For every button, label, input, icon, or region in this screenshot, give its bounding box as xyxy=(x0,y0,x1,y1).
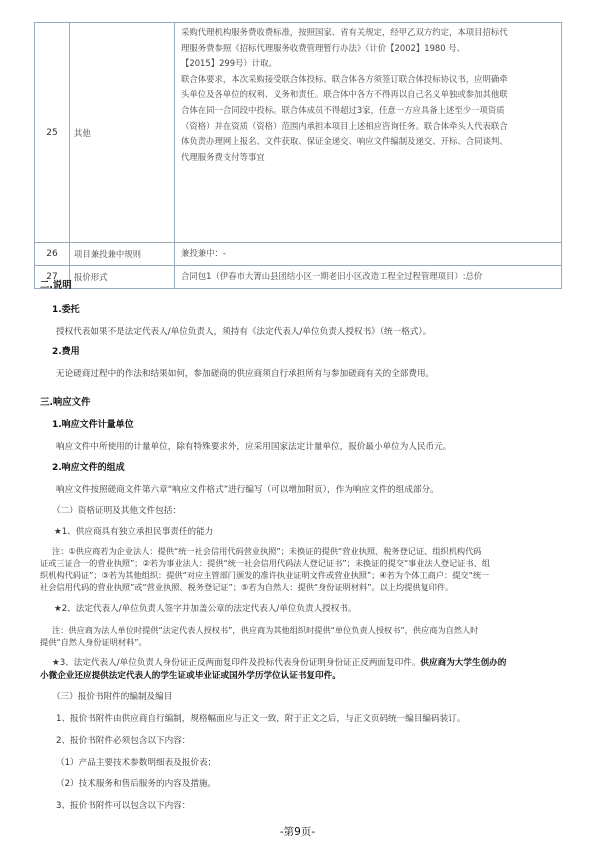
note-line: 社会信用代码的营业执照”或“营业执照、税务登记证”；⑤若为自然人：提供“身份证明材料”。以上均提供复印件。 xyxy=(40,582,454,592)
row-value-line: 【2015】299号）计取。 xyxy=(181,58,277,69)
note-line: 注：①供应商若为企业法人：提供“统一社会信用代码营业执照”；未换证的提供“营业执照、税务登记证、组织机构代码 xyxy=(52,546,482,556)
paragraph: 2、报价书附件必须包含以下内容： xyxy=(56,736,191,746)
row-number: 26 xyxy=(35,243,70,266)
paragraph: 1、报价书附件由供应商自行编制，规格幅面应与正文一致，附于正文之后，与正文页码统一编目编码装订。 xyxy=(56,714,466,724)
subsection-heading: 1.委托 xyxy=(52,305,80,315)
table-row xyxy=(35,23,562,243)
paragraph: （2）技术服务和售后服务的内容及措施。 xyxy=(56,779,217,789)
subsection-heading: 2.响应文件的组成 xyxy=(52,463,125,473)
row-value-line: 头单位及各单位的权利、义务和责任。联合体中各方不得再以自己名义单独或参加其他联 xyxy=(181,89,508,100)
note-line: 证或三证合一的营业执照”；②若为事业法人：提供“统一社会信用代码法人登记证书”；未换证的提交“事业法人登记证书、组 xyxy=(40,558,491,568)
row-value-line: 联合体要求，本次采购接受联合体投标。联合体各方须签订联合体投标协议书，应明确牵 xyxy=(181,73,508,84)
table-row xyxy=(35,243,562,266)
paragraph: 响应文件中所使用的计量单位，除有特殊要求外，应采用国家法定计量单位，报价最小单位为人民币元。 xyxy=(56,442,452,452)
note-line: 织机构代码证”；③若为其他组织：提供“对应主管部门颁发的准许执业证明文件或营业执照”；④若为个体工商户：提交“统一 xyxy=(40,570,490,580)
row-value-line: 代理服务费支付等事宜 xyxy=(181,151,265,162)
paragraph: 授权代表如果不是法定代表人/单位负责人，须持有《法定代表人/单位负责人授权书》（统一格式）。 xyxy=(56,327,432,337)
row-value-line: 理服务费参照《招标代理服务收费管理暂行办法》（计价【2002】1980 号、 xyxy=(181,42,465,53)
subsection-heading: 2.费用 xyxy=(52,347,80,357)
page-number: -第9页- xyxy=(279,826,316,838)
paragraph: 无论磋商过程中的作法和结果如何，参加磋商的供应商须自行承担所有与参加磋商有关的全部费用。 xyxy=(56,369,435,379)
row-value: 兼投兼中：- xyxy=(175,243,562,266)
row-value: 合同包1（伊春市大箐山县团结小区一期老旧小区改造工程全过程管理项目）:总价 xyxy=(175,266,562,289)
row-name: 报价形式 xyxy=(70,266,175,289)
list-item: ★1、供应商具有独立承担民事责任的能力 xyxy=(54,527,214,537)
row-name: 项目兼投兼中规则 xyxy=(70,243,175,266)
list-item-emphasis: 小微企业还应提供法定代表人的学生证或毕业证或国外学历学位认证书复印件。 xyxy=(40,671,341,681)
list-heading: （二）资格证明及其他文件包括： xyxy=(52,506,181,516)
row-name: 其他 xyxy=(70,23,175,243)
info-table xyxy=(34,22,562,289)
row-value-line: 体负责办理网上报名、文件获取、保证金递交、响应文件编制及递交、开标、合同谈判、 xyxy=(181,136,508,147)
list-item xyxy=(52,657,506,669)
paragraph: 3、报价书附件可以包含以下内容： xyxy=(56,801,191,811)
paragraph: （1）产品主要技术参数明细表及报价表； xyxy=(56,758,217,768)
row-number: 27 xyxy=(35,266,70,289)
list-heading: （三）报价书附件的编制及编目 xyxy=(52,692,173,702)
row-value-line: 采购代理机构服务费收费标准，按照国家、省有关规定，经甲乙双方约定，本项目招标代 xyxy=(181,27,508,37)
list-item-text: ★3、法定代表人/单位负责人身份证正反两面复印件及投标代表身份证明身份证正反两面复印件。 xyxy=(52,658,421,668)
subsection-heading: 1.响应文件计量单位 xyxy=(52,420,134,430)
row-number: 25 xyxy=(35,23,70,243)
row-value xyxy=(175,23,562,243)
section-heading: 三.响应文件 xyxy=(40,397,91,408)
list-item: ★2、法定代表人/单位负责人签字并加盖公章的法定代表人/单位负责人授权书。 xyxy=(54,604,357,614)
note-line: 注：供应商为法人单位时提供“法定代表人授权书”，供应商为其他组织时提供“单位负责人授权书”，供应商为自然人时 xyxy=(52,625,479,635)
paragraph: 响应文件按照磋商文件第六章“响应文件格式”进行编写（可以增加附页），作为响应文件的组成部分。 xyxy=(56,485,439,495)
section-heading: 二.说明 xyxy=(40,280,72,291)
table-row xyxy=(35,266,562,289)
row-value-line: （资格）并在资质（资格）范围内承担本项目上述相应咨询任务。联合体牵头人代表联合 xyxy=(181,120,508,131)
row-value-line: 合体在同一合同段中投标。联合体成员不得超过3家，任意一方应具备上述至少一项资质 xyxy=(181,104,505,115)
note-line: 提供“自然人身份证明材料”。 xyxy=(40,637,147,647)
list-item-emphasis: 供应商为大学生创办的 xyxy=(420,658,507,668)
